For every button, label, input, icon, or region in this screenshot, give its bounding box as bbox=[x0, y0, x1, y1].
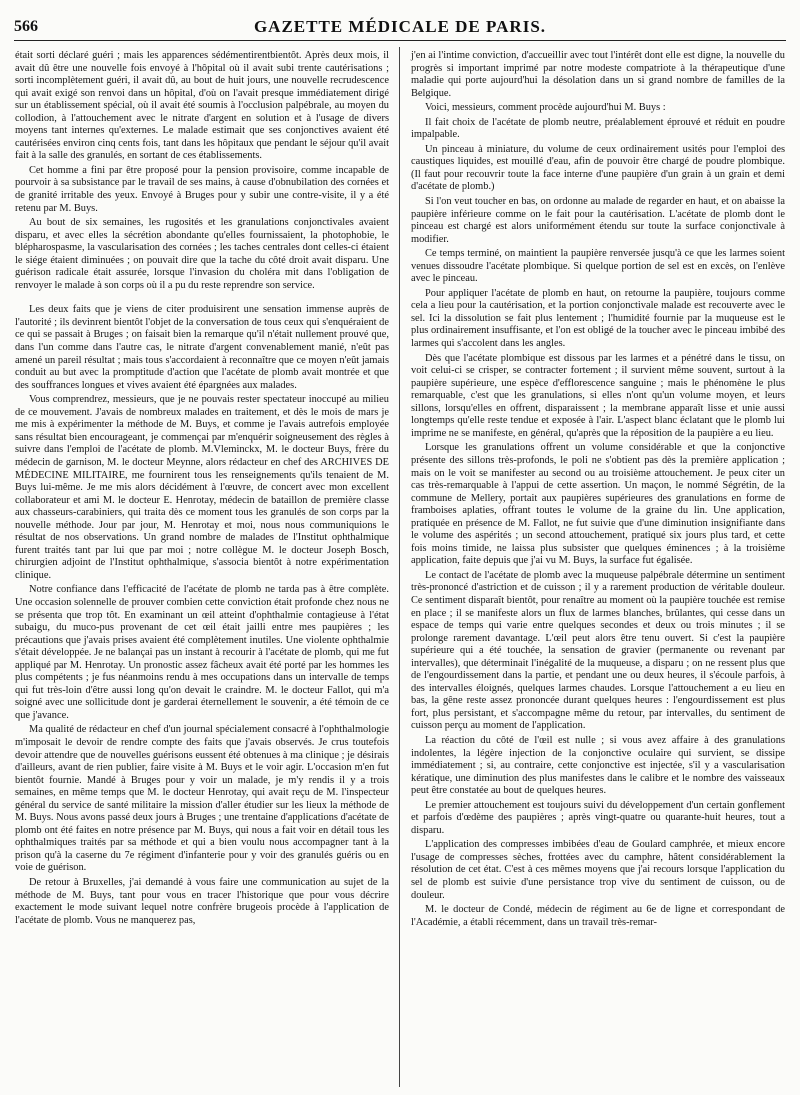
paragraph: La réaction du côté de l'œil est nulle ; si vous avez affaire à des granulations indolentes, la légère injection de la conjonctive oculaire qui survient, se dissipe immédiatement ; si, au contraire, cette conjonctive est injectée, s'il y a vascularisation kératique, une diminution des plus manifestes dans le calibre et le nombre des vaisseaux peut être constatée au bout de quelques heures. bbox=[411, 734, 785, 797]
paragraph: Au bout de six semaines, les rugosités et les granulations conjonctivales avaient disparu, et avec elles la sécrétion abondante qu'elles fournissaient, la photophobie, le blépharospasme, la vascularisation des cornées ; les taches centrales dont celles-ci étaient le siége étaient diminuées ; on pouvait dire que la tache du côté droit avait disparu. Une guérison radicale était assurée, lorsque l'invasion du choléra mit dans l'obligation de renvoyer le malade à son corps où il a pu du reste reprendre son service. bbox=[15, 217, 389, 291]
paragraph: M. le docteur de Condé, médecin de régiment au 6e de ligne et correspondant de l'Académie, a établi récemment, dans un travail très-remar- bbox=[411, 904, 785, 928]
paragraph: De retour à Bruxelles, j'ai demandé à vous faire une communication au sujet de la méthode de M. Buys, tant pour vous en tracer l'historique que pour vous décrire exactement le mode suivant lequel notre confrère brugeois procède à l'application de l'acétate de plomb. Vous ne manquerez pas, bbox=[15, 877, 389, 926]
column-divider bbox=[399, 47, 400, 1087]
paragraph: Un pinceau à miniature, du volume de ceux ordinairement usités pour l'emploi des caustiques liquides, est mouillé d'eau, afin de pouvoir être chargé de poudre plombique. (Il faut pour recouvrir toute la face interne d'une paupière d'un grain à un grain et demi d'acétate de plomb.) bbox=[411, 143, 785, 193]
paragraph: Pour appliquer l'acétate de plomb en haut, on retourne la paupière, toujours comme cela a lieu pour la cautérisation, et la portion conjonctivale malade est recouverte avec le sel. Ici la dissolution se fait plus lentement ; l'humidité fournie par la muqueuse est le plus ordinairement insuffisante, et l'on est obligé de la toucher avec le pinceau imbibé des larmes qui s'accolent dans les angles. bbox=[411, 287, 785, 350]
paragraph: Dès que l'acétate plombique est dissous par les larmes et a pénétré dans le tissu, on voit celui-ci se crisper, se contracter fortement ; il survient même souvent, surtout à la paupière supérieure, une espèce d'efflorescence sanguine ; mais le phénomène le plus remarquable, c'est que les granulations, si elles n'ont qu'un volume moyen, et leurs sillons, lorsqu'elles en offrent, disparaissent ; la membrane apparaît lisse et unie aussi longtemps qu'elle reste tendue et exposée à l'air. L'aspect blanc éclatant que le plomb lui imprime ne se manifeste, en général, qu'après que la réposition de la paupière a eu lieu. bbox=[411, 352, 785, 439]
paragraph: Le premier attouchement est toujours suivi du développement d'un certain gonflement et parfois d'œdème des paupières ; après vingt-quatre ou quarante-huit heures, tout a disparu. bbox=[411, 799, 785, 836]
left-column bbox=[15, 50, 389, 929]
paragraph: était sorti déclaré guéri ; mais les apparences sédémentirentbientôt. Après deux mois, il avait dû être une nouvelle fois envoyé à l'hôpital où il avait subi trente cautérisations ; sorti incomplètement guéri, il avait dû, au bout de huit jours, une nouvelle recrudescence qui avait exigé son renvoi dans un hôpital, d'où on l'avait presque immédiatement dirigé sur un établissement spécial, où il avait été soumis à l'occlusion palpébrale, au moyen du collodion, à l'attouchement avec le nitrate d'argent en solution et à l'usage de divers moyens tant internes qu'externes. Le malade estimait que ses conjonctives avaient été cautérisées environ cinq cents fois, tant dans les hôpitaux que pendant le séjour qu'il avait fait à la salle des granulés, en sortant de ces établissements. bbox=[15, 50, 389, 162]
right-column bbox=[411, 50, 785, 931]
paragraph: Vous comprendrez, messieurs, que je ne pouvais rester spectateur inoccupé au milieu de ce mouvement. J'avais de nombreux malades en traitement, et dès le mois de mars je me mis à expérimenter la méthode de M. Buys, et comme je l'avais autrefois employée sans résultat bien encourageant, je commençai par m'enquérir soigneusement des règles à suivre dans l'emploi de l'acétate de plomb. M.Vleminckx, M. le docteur Buys, frère du médecin de garnison, M. le docteur Meynne, alors rédacteur en chef des ARCHIVES DE MÉDECINE MILITAIRE, me fournirent tous les renseignements qu'ils tenaient de M. Buys lui-même. Je me mis alors décidément à l'œuvre, de concert avec mon excellent collaborateur et ami M. le docteur E. Henrotay, médecin de bataillon de première classe aux chasseurs-carabiniers, qui traita dès ce moment tous les granulés de son corps par la nouvelle méthode. Jour par jour, M. Henrotay et moi, nous nous communiquions le résultat de nos observations. Un grand nombre de malades de l'Institut ophthalmique furent traités tant par lui que par moi ; notre collègue M. le docteur Joseph Bosch, chirurgien adjoint de l'Institut ophthalmique, s'associa bientôt à notre expérimentation clinique. bbox=[15, 394, 389, 581]
paragraph: Si l'on veut toucher en bas, on ordonne au malade de regarder en haut, et on abaisse la paupière inférieure comme on le fait pour la cautérisation. L'acétate de plomb dont le pinceau est chargé est alors uniformément étendu sur toute la surface conjonctivale à modifier. bbox=[411, 196, 785, 245]
page-number: 566 bbox=[14, 18, 38, 35]
header-rule bbox=[14, 40, 786, 41]
paragraph: Il fait choix de l'acétate de plomb neutre, préalablement éprouvé et réduit en poudre impalpable. bbox=[411, 116, 785, 141]
paragraph: Voici, messieurs, comment procède aujourd'hui M. Buys : bbox=[425, 102, 666, 114]
paragraph: Notre confiance dans l'efficacité de l'acétate de plomb ne tarda pas à être complète. Une occasion solennelle de prouver combien cette conviction était profonde chez nous ne se présenta que trop tôt. En examinant un œil atteint d'ophthalmie contagieuse à l'état subaigu, du muco-pus provenant de cet œil était jailli entre mes paupières ; les précautions que j'avais prises avaient été complètement inutiles. Une violente ophthalmie s'était développée. Je ne balançai pas un instant à recourir à l'acétate de plomb, qui me fut appliqué par M. Henrotay. Un pronostic assez fâcheux avait été porté par les hommes les plus compétents ; je fus néanmoins rendu à mes occupations dans un intervalle de temps qui fut très-loin d'être aussi long qu'on devait le craindre. M. le docteur Fallot, qui m'a soigné avec une sollicitude dont je garderai éternellement le souvenir, a été témoin de ce que j'avance. bbox=[15, 584, 389, 721]
paragraph: Les deux faits que je viens de citer produisirent une sensation immense auprès de l'autorité ; ils devinrent bientôt l'objet de la conversation de tous ceux qui s'enquéraient de ce qui se passait à Bruges ; on faisait bien la remarque qu'il n'était nullement prouvé que, dans l'un comme dans l'autre cas, le nitrate d'argent convenablement manié, n'eût pas amené un pareil résultat ; mais tous s'accordaient à reconnaître que ce moyen n'eût jamais conduit au but avec la promptitude d'action que l'acétate de plomb avait montrée et que des souffrances longues et vives avaient été épargnées aux malades. bbox=[15, 304, 389, 391]
paragraph: L'application des compresses imbibées d'eau de Goulard camphrée, et mieux encore l'usage de compresses sèches, frottées avec du camphre, hâtent considérablement la résolution de cet état. C'est à ces mêmes moyens que j'ai recours lorsque l'application du sel de plomb est suivie d'une persistance trop vive du sentiment de cuisson, ou de douleur. bbox=[411, 839, 785, 901]
paragraph: j'en ai l'intime conviction, d'accueillir avec tout l'intérêt dont elle est digne, la nouvelle du progrès si important imprimé par notre modeste compatriote à la thérapeutique d'une maladie qui porte aujourd'hui la désolation dans un si grand nombre de familles de la Belgique. bbox=[411, 50, 785, 99]
paragraph: Cet homme a fini par être proposé pour la pension provisoire, comme incapable de pourvoir à sa subsistance par le travail de ses mains, à cause d'obnubilation des cornées et de granité irritable des yeux. Envoyé à Bruges pour y subir une contre-visite, il y a été retenu par M. Buys. bbox=[15, 164, 389, 214]
paragraph: Ce temps terminé, on maintient la paupière renversée jusqu'à ce que les larmes soient venues dissoudre l'acétate plombique. Si quelque portion de sel est en excès, on l'enlève avec le pinceau. bbox=[411, 248, 785, 285]
paragraph: Ma qualité de rédacteur en chef d'un journal spécialement consacré à l'ophthalmologie m'imposait le devoir de rendre compte des faits que j'avais observés. Je crus toutefois devoir attendre que de nouvelles guérisons eussent été obtenues à ma clinique ; je désirais d'ailleurs, avant de rien publier, faire visite à M. Buys et le voir agir. L'occasion m'en fut bientôt fournie. Mandé à Bruges pour y voir un malade, je m'y rendis il y a trois semaines, en même temps que M. le docteur Henrotay, qui avait reçu de M. l'inspecteur général du service de santé militaire la mission d'aller étudier sur les lieux la méthode de M. Buys. Nous avons passé deux jours à Bruges ; une trentaine d'applications d'acétate de plomb ont été faites en notre présence par M. Buys, qui nous a fait voir en détail tous les ophthalmiques traités par sa méthode et qui a bien voulu nous accompagner tant à la prison qu'à la caserne du 7e régiment d'infanterie pour y voir des granulés guéris ou en voie de guérison. bbox=[15, 724, 389, 874]
paragraph: Le contact de l'acétate de plomb avec la muqueuse palpébrale détermine un sentiment très-prononcé d'astriction et de cuisson ; il y a rarement production de véritable douleur. Ce sentiment disparaît bientôt, pour renaître au moment où la paupière touchée est remise en place ; il se manifeste alors un flux de larmes blanches, brûlantes, qui cesse dans un espace de temps qui varie entre quelques secondes et deux ou trois minutes ; il se prolonge rarement davantage. L'œil peut alors être tenu ouvert. Si c'est la paupière supérieure qui a été touchée, la sensation de gravier (permanente ou revenant par intervalles), que déterminait l'inégalité de la muqueuse, a disparu ; on ne ressent plus que de l'engourdissement dans la partie, et pendant une ou deux heures, il s'écoule parfois, à des intervalles éloignés, quelques larmes chaudes. Lorsque l'attouchement a eu lieu en bas, la gêne reste assez prononcée durant quelques heures : l'engourdissement est plus fort, plus persistant, et s'accompagne même du retour, par intervalles, du sentiment de cuisson perçu au moment de l'application. bbox=[411, 569, 785, 732]
journal-title: GAZETTE MÉDICALE DE PARIS. bbox=[253, 17, 547, 36]
paragraph: Lorsque les granulations offrent un volume considérable et que la conjonctive présente des sillons très-profonds, le poli ne s'obtient pas dès la première application ; mais on le voit se manifester au second ou au troisième attouchement. Je peux citer un cas très-remarquable à l'appui de cette assertion. Un maçon, le nommé Ségrétin, de la commune de Mellery, portait aux paupières supérieures des granulations en forme de framboises aplaties, offrant toutes le volume de la graine du lin. Une application, pratiquée en présence de M. Fallot, ne fut suivie que d'une diminution insignifiante dans le volume des aspérités ; un second attouchement, pratiqué six jours plus tard, et cette fois moins timide, ne laissa plus subsister que quelques éminences ; à la troisième application, faite depuis que j'ai vu M. Buys, la surface fut égalisée. bbox=[411, 442, 785, 567]
